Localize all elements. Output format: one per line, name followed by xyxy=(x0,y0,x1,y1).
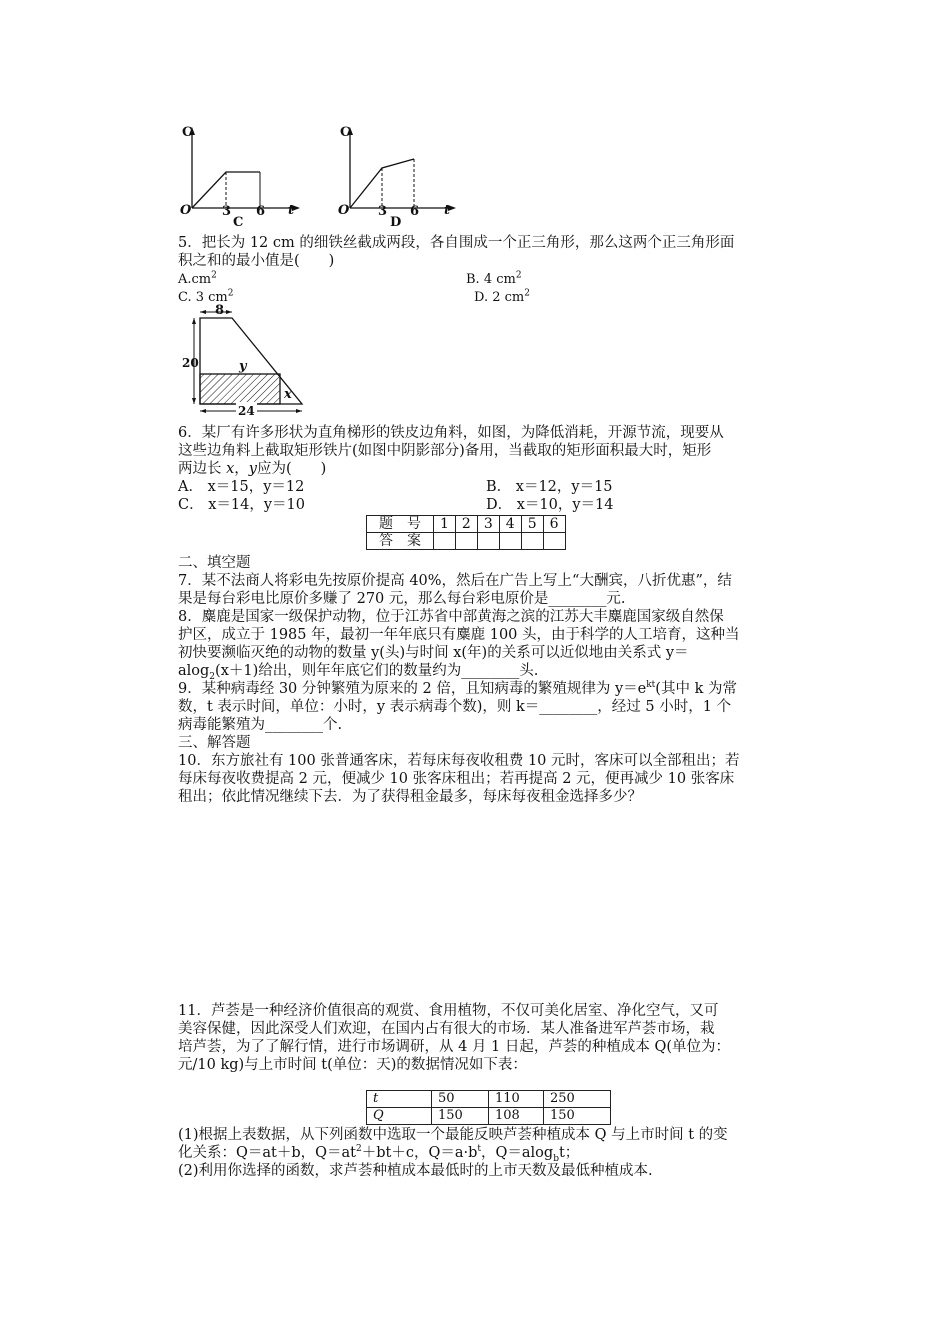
answer-cell[interactable] xyxy=(455,533,477,550)
q9-line-3: 病毒能繁殖为________个. xyxy=(178,717,343,733)
answer-table-row1-label: 题 号 xyxy=(367,516,434,533)
trapezoid-top-label: 8 xyxy=(215,303,225,318)
graph-d-tick-6: 6 xyxy=(410,204,420,219)
q9-line-1: 9．某种病毒经 30 分钟繁殖为原来的 2 倍，且知病毒的繁殖规律为 $y=e^{kt}$(其中 k 为常 xyxy=(178,680,737,697)
q11-line-2: 美容保健，因此深受人们欢迎，在国内占有很大的市场．某人准备进军芦荟市场，栽 xyxy=(178,1021,715,1037)
answer-cell[interactable] xyxy=(477,533,499,550)
answer-cell[interactable] xyxy=(521,533,543,550)
answer-table-number: 1 xyxy=(434,516,456,533)
q6-option-a: A． x＝15，y＝12 xyxy=(178,479,305,495)
q7-line-2: 果是每台彩电比原价多赚了 270 元，那么每台彩电原价是________元. xyxy=(178,591,626,607)
answer-table-number: 6 xyxy=(543,516,565,533)
q11-line-3: 培芦荟，为了了解行情，进行市场调研，从 4 月 1 日起，芦荟的种植成本 Q(单位为： xyxy=(178,1039,731,1055)
q11-table-q-row xyxy=(367,1108,611,1125)
graph-d-x-label: t xyxy=(444,203,451,218)
answer-table-row2-label: 答 案 xyxy=(367,533,434,550)
graph-d-y-label: C xyxy=(340,125,351,140)
trapezoid-bottom-label: 24 xyxy=(238,404,255,418)
q8-line-4: alog$_2$(x＋1)给出，则年年底它们的数量约为________头. xyxy=(178,663,539,682)
q5-option-c: C. 3 $cm^2$ xyxy=(178,288,234,305)
answer-table-number: 4 xyxy=(499,516,521,533)
q11-part1-line-2: 化关系：Q＝at＋b，$Q=at^2+bt+c$，$Q=a\cdot b^t$，Q＝alog$_b$t； xyxy=(178,1144,580,1164)
graph-c-origin: O xyxy=(180,203,192,218)
q6-option-c: C． x＝14，y＝10 xyxy=(178,497,305,513)
q7-line-1: 7．某不法商人将彩电先按原价提高 40%，然后在广告上写上“大酬宾，八折优惠”，结 xyxy=(178,573,732,589)
answer-table-number: 2 xyxy=(455,516,477,533)
graph-d-caption: D xyxy=(390,215,402,230)
graph-c-tick-6: 6 xyxy=(256,204,266,219)
q6-option-d: D． x＝10，y＝14 xyxy=(486,497,614,513)
q11-line-4: 元/10 kg)与上市时间 t(单位：天)的数据情况如下表： xyxy=(178,1057,527,1073)
q8-line-1: 8．麋鹿是国家一级保护动物，位于江苏省中部黄海之滨的江苏大丰麋鹿国家级自然保 xyxy=(178,609,724,625)
q11-line-1: 11．芦荟是一种经济价值很高的观赏、食用植物，不仅可美化居室、净化空气，又可 xyxy=(178,1003,719,1019)
answer-table-number: 5 xyxy=(521,516,543,533)
q6-option-b: B． x＝12，y＝15 xyxy=(486,479,613,495)
trapezoid-y-label: y xyxy=(239,359,247,374)
graph-c-caption: C xyxy=(233,215,244,230)
q11-table-cell: 150 xyxy=(544,1108,611,1125)
q10-line-1: 10．东方旅社有 100 张普通客床，若每床每夜收租费 10 元时，客床可以全部租出；若 xyxy=(178,753,740,769)
q5-option-b: B. 4 $cm^2$ xyxy=(466,270,522,287)
q5-line-2: 积之和的最小值是( ) xyxy=(178,253,335,269)
q11-table-cell: 250 xyxy=(544,1091,611,1108)
q8-line-2: 护区，成立于 1985 年，最初一年年底只有麋鹿 100 头，由于科学的人工培育，这种当 xyxy=(178,627,740,643)
graph-c xyxy=(178,124,306,228)
section-solution-heading: 三、解答题 xyxy=(178,735,251,751)
graph-c-tick-3: 3 xyxy=(222,204,232,219)
q8-line-3: 初快要濒临灭绝的动物的数量 y(头)与时间 x(年)的关系可以近似地由关系式 y＝ xyxy=(178,645,689,661)
answer-table-number-row xyxy=(367,516,566,533)
q11-data-table xyxy=(366,1090,611,1125)
answer-table xyxy=(366,515,566,550)
q11-table-cell: 50 xyxy=(432,1091,489,1108)
q5-option-d: D. 2 $cm^2$ xyxy=(474,288,530,305)
graph-c-y-label: C xyxy=(182,125,193,140)
q5-option-a: $A.cm^2$ xyxy=(178,270,217,287)
answer-cell[interactable] xyxy=(543,533,565,550)
q9-line-2: 数，t 表示时间，单位：小时，y 表示病毒个数)，则 k＝________，经过 5 小时，1 个 xyxy=(178,699,732,715)
q10-line-3: 租出；依此情况继续下去．为了获得租金最多，每床每夜租金选择多少？ xyxy=(178,789,642,805)
graph-c-x-label: t xyxy=(288,203,295,218)
q10-line-2: 每床每夜收费提高 2 元，便减少 10 张客床租出；若再提高 2 元，便再减少 10 张客床 xyxy=(178,771,735,787)
q11-table-cell: 108 xyxy=(489,1108,544,1125)
answer-cell[interactable] xyxy=(499,533,521,550)
answer-table-answer-row xyxy=(367,533,566,550)
q11-part2: (2)利用你选择的函数，求芦荟种植成本最低时的上市天数及最低种植成本. xyxy=(178,1163,653,1179)
q6-line-1: 6．某厂有许多形状为直角梯形的铁皮边角料，如图，为降低消耗，开源节流，现要从 xyxy=(178,425,724,441)
answer-cell[interactable] xyxy=(434,533,456,550)
trapezoid-x-label: x xyxy=(284,387,292,402)
trapezoid-left-label: 20 xyxy=(182,356,199,370)
q11-table-cell: 110 xyxy=(489,1091,544,1108)
q11-table-t-label: t xyxy=(367,1091,432,1108)
answer-table-number: 3 xyxy=(477,516,499,533)
q6-line-3: 两边长 x，y应为( ) xyxy=(178,461,327,477)
q11-table-q-label: Q xyxy=(367,1108,432,1125)
graph-d-origin: O xyxy=(338,203,350,218)
q11-table-cell: 150 xyxy=(432,1108,489,1125)
q5-line-1: 5．把长为 12 cm 的细铁丝截成两段，各自围成一个正三角形，那么这两个正三角形面 xyxy=(178,235,735,251)
q11-part1-line-1: (1)根据上表数据，从下列函数中选取一个最能反映芦荟种植成本 Q 与上市时间 t 的变 xyxy=(178,1127,728,1143)
section-fill-in-heading: 二、填空题 xyxy=(178,555,251,571)
q6-line-2: 这些边角料上截取矩形铁片(如图中阴影部分)备用，当截取的矩形面积最大时，矩形 xyxy=(178,443,712,459)
q11-table-t-row xyxy=(367,1091,611,1108)
graph-d-tick-3: 3 xyxy=(378,204,388,219)
